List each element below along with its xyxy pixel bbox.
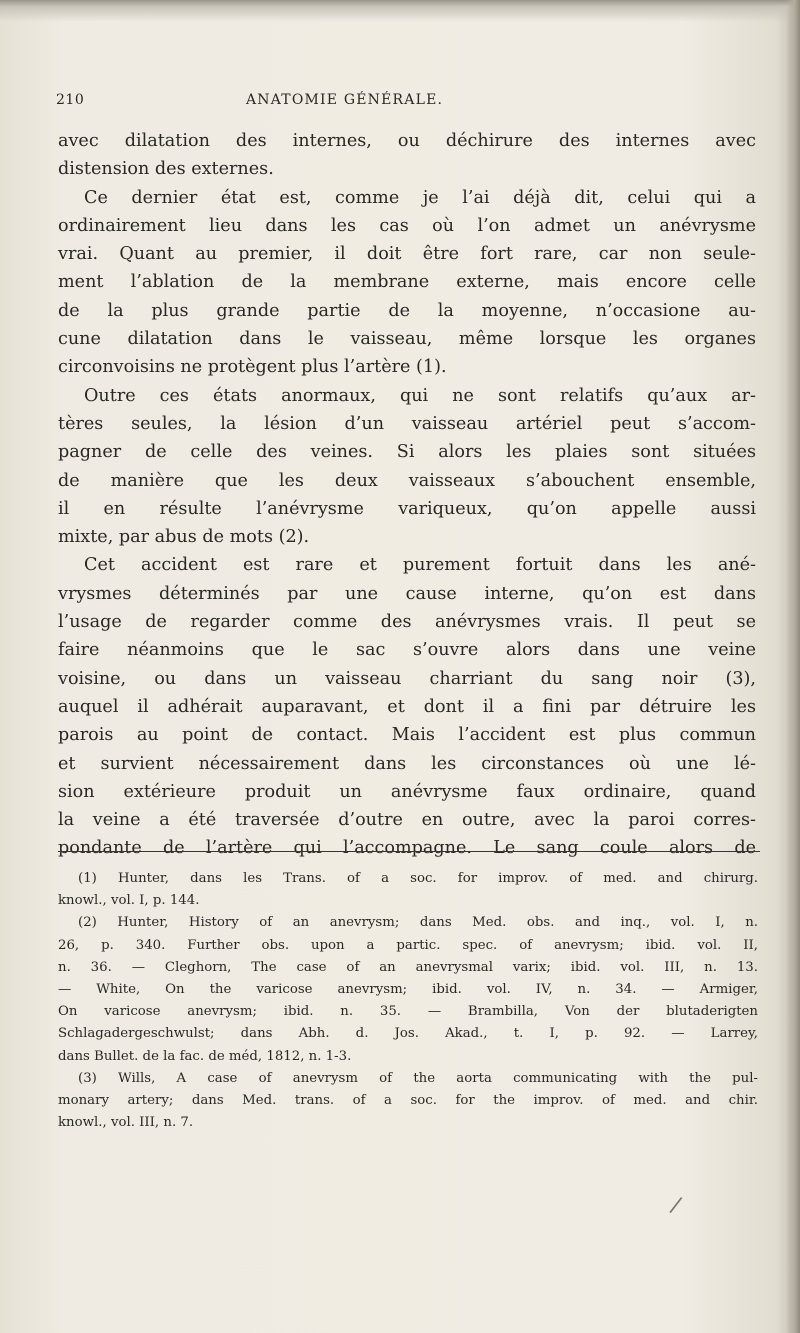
text-line: Ce dernier état est, comme je l’ai déjà dit, celui qui a	[84, 187, 756, 208]
text-line: parois au point de contact. Mais l’accident est plus commun	[58, 725, 756, 746]
page-number: 210	[56, 92, 85, 108]
footnote-line: 26, p. 340. Further obs. upon a partic. spec. of anevrysm; ibid. vol. II,	[58, 937, 758, 953]
text-line: mixte, par abus de mots (2).	[58, 527, 310, 548]
text-line: vrai. Quant au premier, il doit être fort rare, car non seule-	[58, 244, 756, 265]
footnote-line: Schlagadergeschwulst; dans Abh. d. Jos. Akad., t. I, p. 92. — Larrey,	[58, 1026, 758, 1042]
footnote-line: (3) Wills, A case of anevrysm of the aorta communicating with the pul-	[78, 1070, 758, 1086]
text-line: auquel il adhérait auparavant, et dont il a fini par détruire les	[58, 696, 756, 717]
text-line: Cet accident est rare et purement fortuit dans les ané-	[84, 555, 756, 576]
footnote-line: — White, On the varicose anevrysm; ibid. vol. IV, n. 34. — Armiger,	[58, 981, 758, 997]
text-line: de la plus grande partie de la moyenne, n’occasione au-	[58, 300, 756, 321]
text-line: voisine, ou dans un vaisseau charriant du sang noir (3),	[58, 668, 756, 689]
text-line: avec dilatation des internes, ou déchirure des internes avec	[58, 131, 756, 151]
running-head: ANATOMIE GÉNÉRALE.	[246, 92, 444, 108]
text-line: pondante de l’artère qui l’accompagne. Le sang coule alors de	[58, 838, 756, 859]
footnote-line: dans Bullet. de la fac. de méd, 1812, n. 1-3.	[58, 1048, 352, 1064]
stray-pen-mark: /	[667, 1192, 684, 1219]
text-line: cune dilatation dans le vaisseau, même lorsque les organes	[58, 329, 756, 350]
text-line: circonvoisins ne protègent plus l’artère (1).	[58, 357, 447, 378]
text-line: vrysmes déterminés par une cause interne, qu’on est dans	[58, 583, 756, 604]
text-line: l’usage de regarder comme des anévrysmes vrais. Il peut se	[58, 612, 756, 633]
text-line: il en résulte l’anévrysme variqueux, qu’on appelle aussi	[58, 498, 756, 519]
text-line: ment l’ablation de la membrane externe, mais encore celle	[58, 272, 756, 293]
footnotes	[58, 868, 758, 1134]
page-header	[56, 92, 756, 116]
text-line: ordinairement lieu dans les cas où l’on admet un anévrysme	[58, 215, 756, 236]
page-top-shadow	[0, 0, 800, 22]
text-line: la veine a été traversée d’outre en outre, avec la paroi corres-	[58, 810, 756, 831]
text-line: pagner de celle des veines. Si alors les plaies sont situées	[58, 442, 756, 463]
text-line: sion extérieure produit un anévrysme faux ordinaire, quand	[58, 781, 756, 802]
text-line: de manière que les deux vaisseaux s’abouchent ensemble,	[58, 470, 756, 491]
text-line: faire néanmoins que le sac s’ouvre alors dans une veine	[58, 640, 756, 661]
footnote-line: (2) Hunter, History of an anevrysm; dans Med. obs. and inq., vol. I, n.	[78, 915, 758, 931]
footnote-line: knowl., vol. I, p. 144.	[58, 893, 200, 909]
footnote-line: (1) Hunter, dans les Trans. of a soc. for improv. of med. and chirurg.	[78, 871, 758, 886]
footnote-line: n. 36. — Cleghorn, The case of an anevrysmal varix; ibid. vol. III, n. 13.	[58, 959, 758, 975]
text-line: et survient nécessairement dans les circonstances où une lé-	[58, 753, 756, 774]
footnote-rule	[58, 851, 760, 852]
text-line: distension des externes.	[58, 159, 274, 180]
page-binding-edge	[786, 0, 800, 1333]
footnote-line: On varicose anevrysm; ibid. n. 35. — Brambilla, Von der blutaderigten	[58, 1004, 758, 1020]
main-text	[58, 127, 756, 863]
footnote-line: monary artery; dans Med. trans. of a soc. for the improv. of med. and chir.	[58, 1092, 758, 1108]
text-line: tères seules, la lésion d’un vaisseau artériel peut s’accom-	[58, 413, 756, 434]
text-line: Outre ces états anormaux, qui ne sont relatifs qu’aux ar-	[84, 385, 756, 406]
footnote-line: knowl., vol. III, n. 7.	[58, 1115, 194, 1131]
